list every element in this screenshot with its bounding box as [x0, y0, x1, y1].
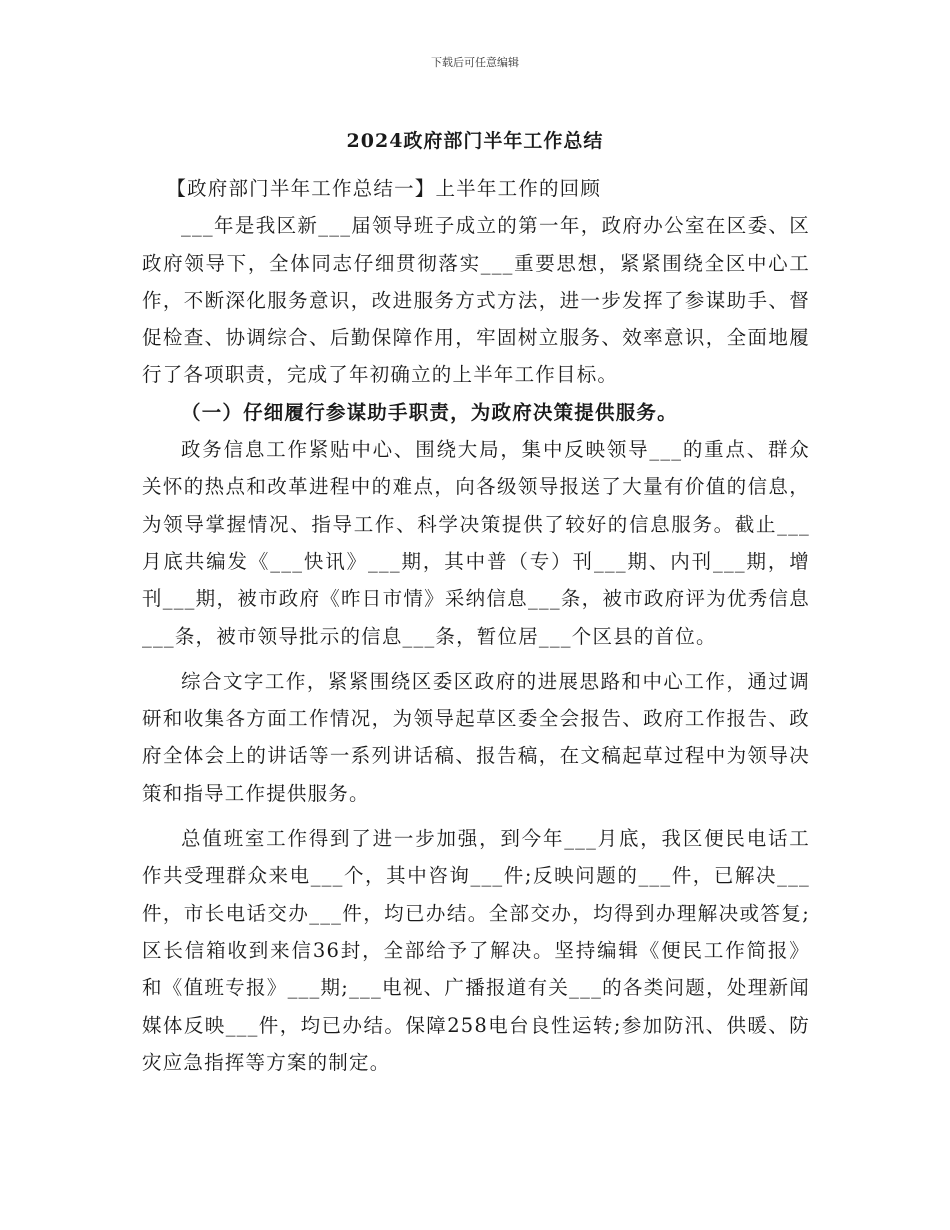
body-paragraph: ___年是我区新___届领导班子成立的第一年，政府办公室在区委、区政府领导下，全体同志仔细贯彻落实___重要思想，紧紧围绕全区中心工作，不断深化服务意识，改进服务方式方法，进一步发挥了参谋助手、督促检查、协调综合、后勤保障作用，牢固树立服务、效率意识，全面地履行了各项职责，完成了年初确立的上半年工作目标。: [142, 214, 810, 387]
body-paragraph: 总值班室工作得到了进一步加强，到今年___月底，我区便民电话工作共受理群众来电___个，其中咨询___件;反映问题的___件，已解决___件，市长电话交办___件，均已办结。全部交办，均得到办理解决或答复;区长信箱收到来信36封，全部给予了解决。坚持编辑《便民工作简报》和《值班专报》___期;___电视、广播报道有关___的各类问题，处理新闻媒体反映___件，均已办结。保障258电台良性运转;参加防汛、供暖、防灾应急指挥等方案的制定。: [142, 827, 810, 1074]
header-note: 下载后可任意编辑: [431, 56, 519, 69]
body-paragraph: 综合文字工作，紧紧围绕区委区政府的进展思路和中心工作，通过调研和收集各方面工作情况，为领导起草区委全会报告、政府工作报告、政府全体会上的讲话等一系列讲话稿、报告稿，在文稿起草过程中为领导决策和指导工作提供服务。: [142, 669, 810, 805]
document-title: 2024政府部门半年工作总结: [346, 130, 604, 152]
body-paragraph: 政务信息工作紧贴中心、围绕大局，集中反映领导___的重点、群众关怀的热点和改革进程中的难点，向各级领导报送了大量有价值的信息，为领导掌握情况、指导工作、科学决策提供了较好的信息服务。截止___月底共编发《___快讯》___期，其中普（专）刊___期、内刊___期，增刊___期，被市政府《昨日市情》采纳信息___条，被市政府评为优秀信息___条，被市领导批示的信息___条，暂位居___个区县的首位。: [142, 438, 810, 648]
subsection-heading: （一）仔细履行参谋助手职责，为政府决策提供服务。: [181, 400, 678, 424]
section-heading: 【政府部门半年工作总结一】上半年工作的回顾: [166, 177, 602, 200]
document-body: [142, 170, 810, 1081]
